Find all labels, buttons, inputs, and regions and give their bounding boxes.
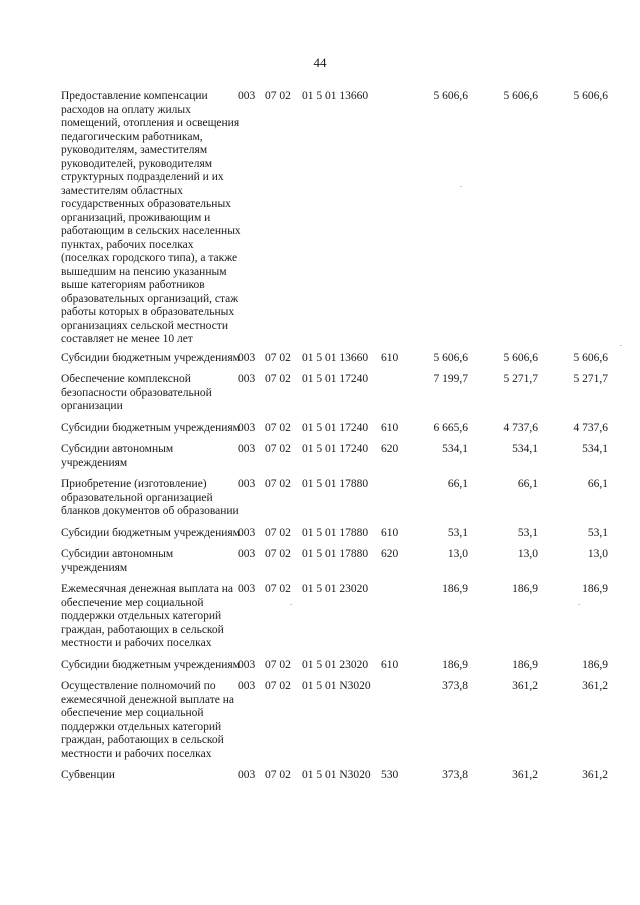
row-expense-type: 620 <box>381 548 399 560</box>
row-amount-2: 5 606,6 <box>503 351 538 364</box>
row-section-code: 07 02 <box>265 443 291 455</box>
row-amount-1: 66,1 <box>447 478 468 490</box>
row-target-article: 01 5 01 23020 <box>302 583 369 595</box>
row-amount-2: 361,2 <box>512 680 538 692</box>
row-amount-3: 53,1 <box>587 526 608 539</box>
budget-table <box>0 90 640 783</box>
table-row <box>0 680 640 761</box>
row-description: Субсидии бюджетным учреждениям <box>61 351 240 364</box>
row-section-code: 07 02 <box>265 769 291 781</box>
row-amount-3: 5 606,6 <box>573 351 608 364</box>
row-admin-code: 003 <box>238 443 256 455</box>
row-section-code: 07 02 <box>265 548 291 560</box>
row-admin-code: 003 <box>238 680 256 692</box>
table-row <box>0 548 640 575</box>
row-amount-3: 5 271,7 <box>573 373 608 385</box>
table-row <box>0 352 640 366</box>
row-section-code: 07 02 <box>265 658 291 671</box>
row-admin-code: 003 <box>238 373 256 385</box>
row-admin-code: 003 <box>238 526 256 539</box>
scan-speck <box>460 186 462 187</box>
row-admin-code: 003 <box>238 421 256 434</box>
table-row <box>0 373 640 414</box>
row-expense-type: 620 <box>381 443 399 455</box>
page-number: 44 <box>313 55 327 70</box>
row-amount-1: 53,1 <box>447 526 468 539</box>
row-amount-1: 5 606,6 <box>433 90 468 102</box>
scan-speck <box>620 345 622 346</box>
row-amount-1: 13,0 <box>447 548 468 560</box>
row-section-code: 07 02 <box>265 526 291 539</box>
table-row <box>0 659 640 673</box>
row-description: Субсидии бюджетным учреждениям <box>61 526 240 539</box>
table-row <box>0 478 640 519</box>
row-target-article: 01 5 01 17880 <box>302 548 369 560</box>
row-target-article: 01 5 01 17880 <box>302 526 369 539</box>
row-amount-3: 361,2 <box>582 680 608 692</box>
row-section-code: 07 02 <box>265 351 291 364</box>
row-target-article: 01 5 01 13660 <box>302 351 369 364</box>
row-expense-type: 610 <box>381 421 399 434</box>
row-expense-type: 610 <box>381 658 399 671</box>
row-description: Субсидии бюджетным учреждениям <box>61 421 240 434</box>
row-amount-3: 361,2 <box>582 769 608 781</box>
table-row <box>0 422 640 436</box>
row-amount-2: 5 606,6 <box>503 90 538 102</box>
row-section-code: 07 02 <box>265 90 291 102</box>
row-description: Осуществление полномочий по ежемесячной денежной выплате на обеспечение мер социальной поддержки отдельных категорий граждан, работающих в сельской местности и рабочих поселках <box>61 680 234 760</box>
row-description: Субсидии автономным учреждениям <box>61 548 174 574</box>
row-description: Ежемесячная денежная выплата на обеспечение мер социальной поддержки отдельных категорий граждан, работающих в сельской местности и рабочих поселках <box>61 583 234 649</box>
row-description: Приобретение (изготовление) образовательной организацией бланков документов об образовании <box>61 478 239 517</box>
row-amount-1: 186,9 <box>442 583 468 595</box>
row-amount-2: 5 271,7 <box>503 373 538 385</box>
table-row <box>0 90 640 347</box>
row-amount-2: 4 737,6 <box>503 421 538 434</box>
table-row <box>0 527 640 541</box>
row-description: Субсидии автономным учреждениям <box>61 443 174 469</box>
row-amount-1: 7 199,7 <box>433 373 468 385</box>
row-amount-3: 186,9 <box>582 583 608 595</box>
row-description: Предоставление компенсации расходов на оплату жилых помещений, отопления и освещения педагогическим работникам, руководителям, заместителям руководителей, руководителям структурных подразделений и их заместителям областных государственных образовательных организаций, проживающим и работающим в сельских населенных пунктах, рабочих поселках (поселках городского типа), а также вышедшим на пенсию указанным выше категориям работников образовательных организаций, стаж работы которых в образовательных организациях сельской местности составляет не менее 10 лет <box>61 90 241 345</box>
row-admin-code: 003 <box>238 478 256 490</box>
row-target-article: 01 5 01 17240 <box>302 421 369 434</box>
row-amount-1: 6 665,6 <box>433 421 468 434</box>
row-admin-code: 003 <box>238 90 256 102</box>
row-amount-2: 361,2 <box>512 769 538 781</box>
row-description: Обеспечение комплексной безопасности образовательной организации <box>61 373 212 412</box>
row-section-code: 07 02 <box>265 421 291 434</box>
row-section-code: 07 02 <box>265 373 291 385</box>
row-target-article: 01 5 01 17880 <box>302 478 369 490</box>
scan-speck <box>578 604 580 605</box>
row-target-article: 01 5 01 N3020 <box>302 769 371 781</box>
table-row <box>0 583 640 651</box>
row-amount-2: 13,0 <box>517 548 538 560</box>
row-amount-2: 534,1 <box>512 443 538 455</box>
row-amount-1: 534,1 <box>442 443 468 455</box>
row-expense-type: 530 <box>381 769 399 781</box>
row-target-article: 01 5 01 N3020 <box>302 680 371 692</box>
row-expense-type: 610 <box>381 351 399 364</box>
table-row <box>0 443 640 470</box>
row-admin-code: 003 <box>238 658 256 671</box>
row-amount-3: 186,9 <box>582 658 608 671</box>
row-amount-3: 5 606,6 <box>573 90 608 102</box>
row-admin-code: 003 <box>238 769 256 781</box>
row-description: Субсидии бюджетным учреждениям <box>61 658 240 671</box>
row-amount-1: 5 606,6 <box>433 351 468 364</box>
row-amount-3: 13,0 <box>587 548 608 560</box>
table-row <box>0 769 640 783</box>
row-section-code: 07 02 <box>265 478 291 490</box>
row-admin-code: 003 <box>238 351 256 364</box>
row-target-article: 01 5 01 13660 <box>302 90 369 102</box>
row-amount-2: 186,9 <box>512 583 538 595</box>
row-target-article: 01 5 01 17240 <box>302 443 369 455</box>
row-admin-code: 003 <box>238 548 256 560</box>
row-admin-code: 003 <box>238 583 256 595</box>
row-amount-1: 373,8 <box>442 769 468 781</box>
row-description: Субвенции <box>61 769 115 781</box>
scan-speck <box>290 604 292 605</box>
row-expense-type: 610 <box>381 526 399 539</box>
row-amount-3: 534,1 <box>582 443 608 455</box>
row-amount-2: 66,1 <box>517 478 538 490</box>
row-amount-3: 4 737,6 <box>573 421 608 434</box>
row-amount-2: 53,1 <box>517 526 538 539</box>
row-target-article: 01 5 01 17240 <box>302 373 369 385</box>
row-section-code: 07 02 <box>265 680 291 692</box>
row-amount-2: 186,9 <box>512 658 538 671</box>
row-amount-1: 373,8 <box>442 680 468 692</box>
row-amount-3: 66,1 <box>587 478 608 490</box>
row-amount-1: 186,9 <box>442 658 468 671</box>
row-target-article: 01 5 01 23020 <box>302 658 369 671</box>
row-section-code: 07 02 <box>265 583 291 595</box>
